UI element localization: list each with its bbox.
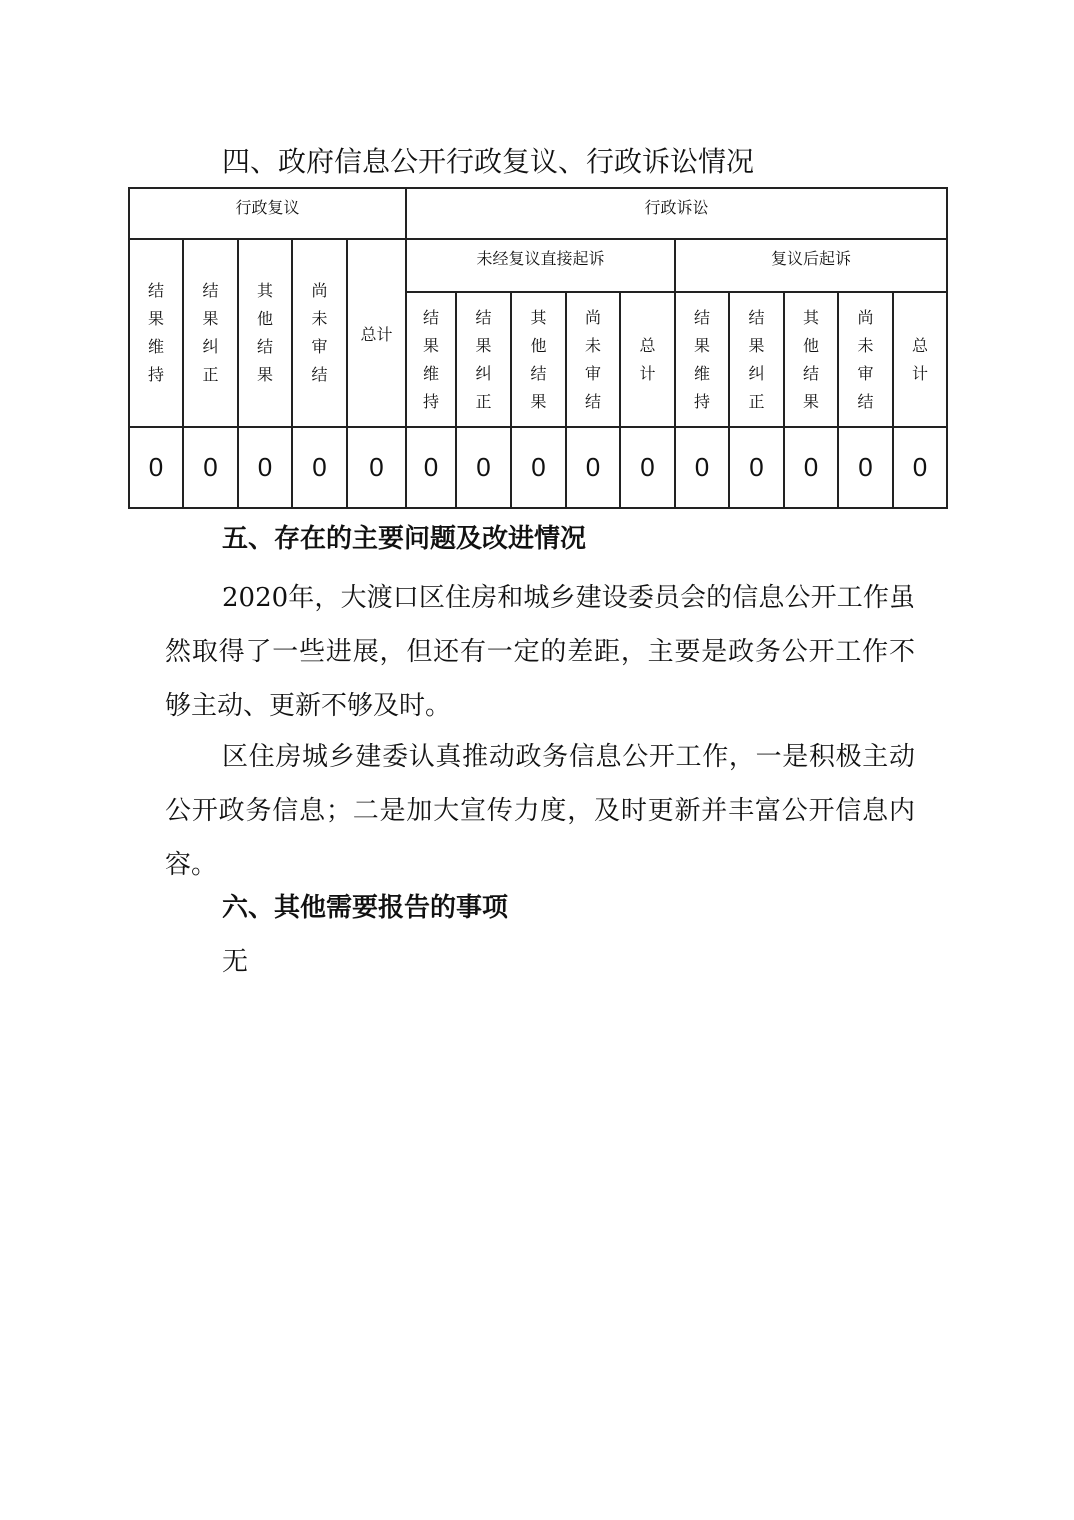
cell-value: 0 <box>347 427 406 508</box>
header-after: 复议后起诉 <box>675 239 947 292</box>
col-header: 结果纠正 <box>456 292 511 427</box>
col-header: 其他结果 <box>784 292 838 427</box>
section-6-title: 六、其他需要报告的事项 <box>222 893 509 923</box>
header-direct: 未经复议直接起诉 <box>406 239 675 292</box>
cell-value: 0 <box>620 427 675 508</box>
section-4-title: 四、政府信息公开行政复议、行政诉讼情况 <box>222 145 755 178</box>
cell-value: 0 <box>511 427 566 508</box>
cell-value: 0 <box>406 427 456 508</box>
review-litigation-table <box>128 187 948 509</box>
col-header: 总计 <box>620 292 675 427</box>
col-header: 结果纠正 <box>729 292 784 427</box>
paragraph: 无 <box>222 947 249 977</box>
table-row <box>129 427 947 508</box>
header-litigation: 行政诉讼 <box>406 188 947 239</box>
col-header: 其他结果 <box>511 292 566 427</box>
cell-value: 0 <box>238 427 292 508</box>
col-header: 其他结果 <box>238 239 292 427</box>
col-header: 结果纠正 <box>183 239 238 427</box>
cell-value: 0 <box>838 427 893 508</box>
section-5-title: 五、存在的主要问题及改进情况 <box>222 524 587 554</box>
cell-value: 0 <box>893 427 947 508</box>
cell-value: 0 <box>566 427 620 508</box>
cell-value: 0 <box>729 427 784 508</box>
cell-value: 0 <box>456 427 511 508</box>
cell-value: 0 <box>784 427 838 508</box>
cell-value: 0 <box>183 427 238 508</box>
cell-value: 0 <box>675 427 729 508</box>
col-header: 结果维持 <box>406 292 456 427</box>
col-header: 尚未审结 <box>566 292 620 427</box>
paragraph: 2020年，大渡口区住房和城乡建设委员会的信息公开工作虽然取得了一些进展，但还有一定的差距，主要是政务公开工作不够主动、更新不够及时。 <box>165 583 915 721</box>
cell-value: 0 <box>129 427 183 508</box>
col-header: 尚未审结 <box>292 239 347 427</box>
cell-value: 0 <box>292 427 347 508</box>
header-review: 行政复议 <box>129 188 406 239</box>
col-header: 结果维持 <box>129 239 183 427</box>
paragraph: 区住房城乡建委认真推动政务信息公开工作，一是积极主动公开政务信息；二是加大宣传力度，及时更新并丰富公开信息内容。 <box>165 742 915 880</box>
col-header: 总计 <box>347 239 406 427</box>
col-header: 尚未审结 <box>838 292 893 427</box>
col-header: 总计 <box>893 292 947 427</box>
col-header: 结果维持 <box>675 292 729 427</box>
